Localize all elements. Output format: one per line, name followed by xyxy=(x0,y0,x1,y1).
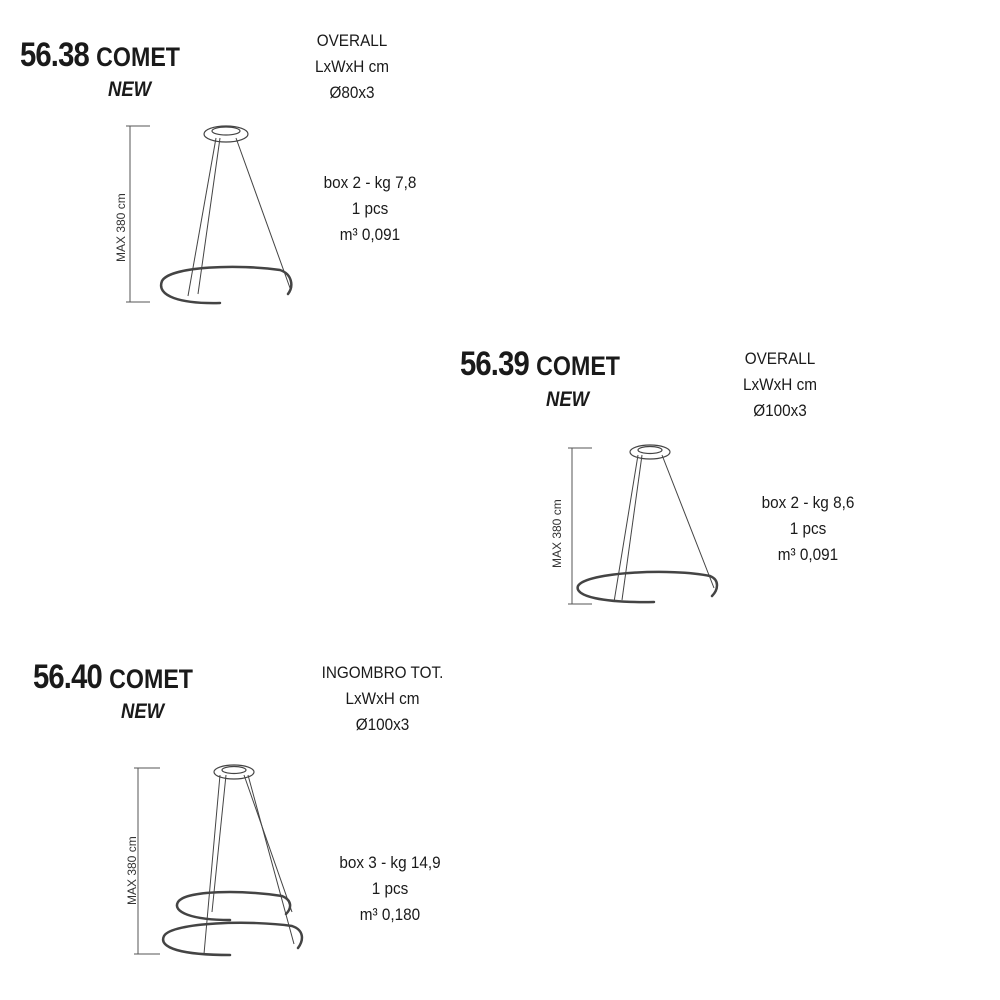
packaging-info xyxy=(332,850,449,928)
lamp-drawing xyxy=(562,440,762,610)
box-weight: box 2 - kg 7,8 xyxy=(323,173,417,192)
dimensions-unit: LxWxH cm xyxy=(345,689,420,708)
height-dimension-label: MAX 380 cm xyxy=(114,193,128,262)
product-code-heading xyxy=(33,658,193,697)
packaging-info xyxy=(754,490,862,568)
dimensions-unit: LxWxH cm xyxy=(315,57,389,76)
height-dimension-line xyxy=(134,768,160,954)
dimensions-value: Ø100x3 xyxy=(753,401,807,420)
ring-light-icon xyxy=(578,572,717,602)
dimensions-heading: OVERALL xyxy=(316,31,388,50)
dimensions-unit: LxWxH cm xyxy=(743,375,817,394)
pieces-count: 1 pcs xyxy=(371,879,409,898)
volume: m³ 0,091 xyxy=(339,225,401,244)
height-dimension-label: MAX 380 cm xyxy=(550,499,564,568)
product-name: COMET xyxy=(109,664,194,694)
box-weight: box 3 - kg 14,9 xyxy=(339,853,441,872)
pieces-count: 1 pcs xyxy=(351,199,389,218)
product-name: COMET xyxy=(96,42,181,72)
suspension-cables xyxy=(614,455,714,602)
suspension-cables xyxy=(204,775,294,954)
new-badge: NEW xyxy=(546,388,590,411)
overall-dimensions xyxy=(726,346,834,424)
height-dimension-label: MAX 380 cm xyxy=(125,836,139,905)
new-badge: NEW xyxy=(121,700,165,723)
ceiling-canopy-icon xyxy=(630,445,670,459)
new-badge: NEW xyxy=(108,78,152,101)
product-code: 56.39 xyxy=(460,345,529,383)
product-code: 56.38 xyxy=(20,36,89,74)
pieces-count: 1 pcs xyxy=(789,519,827,538)
lamp-drawing xyxy=(132,762,332,962)
box-weight: box 2 - kg 8,6 xyxy=(761,493,855,512)
product-code: 56.40 xyxy=(33,658,102,696)
dimensions-value: Ø80x3 xyxy=(329,83,375,102)
dimensions-value: Ø100x3 xyxy=(355,715,410,734)
overall-dimensions xyxy=(308,660,457,738)
volume: m³ 0,180 xyxy=(359,905,421,924)
volume: m³ 0,091 xyxy=(777,545,839,564)
dimensions-heading: INGOMBRO TOT. xyxy=(321,663,444,682)
product-name: COMET xyxy=(536,351,621,381)
dimensions-heading: OVERALL xyxy=(744,349,816,368)
ring-light-icon xyxy=(163,892,302,955)
